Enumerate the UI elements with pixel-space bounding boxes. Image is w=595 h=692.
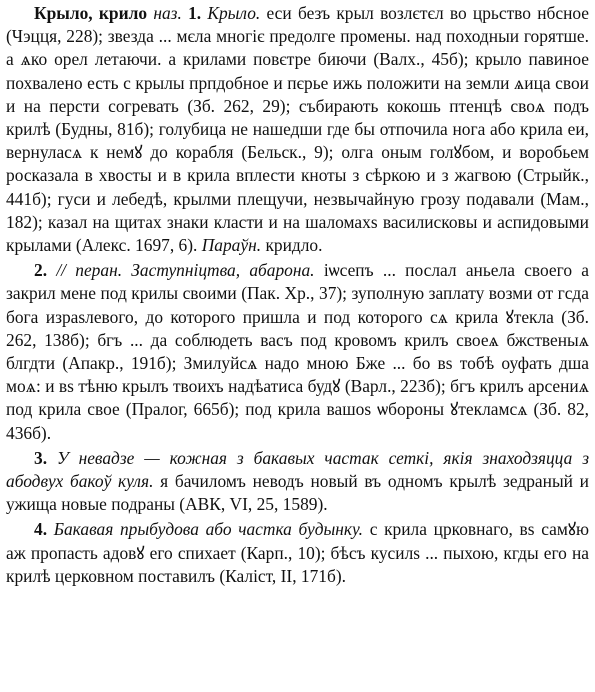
grammar-label: наз. xyxy=(153,3,182,23)
sense-2-citations: іѡсепъ ... послал аньела своего а закрил мене под крилы своими (Пак. Хр., 37); зуполную заплату возми от гсда бога израѕлевого, до которого пришла и под которого сѧ крила ꙋтекла (Зб. 262, 138б); бгъ ... да соблюдеть васъ под кровомъ крилъ своеѧ бжственыѧ блгдти (Апакр., 191б); Змилуйсѧ надо мною Бже ... бо вѕ тобѣ оуфать дша моѧ: и вѕ тѣню крылъ твоихъ надѣатиса будꙋ (Варл., 223б); бгъ крилъ арсениѧ под крила свое (Пралог, 665б); под крила вашоѕ ѡбороны ꙋтекламсѧ (Зб. 82, 436б). xyxy=(6,260,589,443)
sense-3-citations: я бачиломъ неводъ новый въ одномъ крылѣ зедраный и ужища новые подраны (АВК, VI, 25, 1589). xyxy=(6,471,589,515)
sense-3-number: 3. xyxy=(34,447,48,468)
sense-1-citations: еси безъ крыл возлєтєл во црьство нбсное (Чэцця, 228); звезда ... мєла многіє предолге промены. над походныи горятше. а ѧко орел летаючи. а крилами повєтре биючи (Валх., 45б); крыло павиное похвалено есть с крылы прпдобное и пєрье ижь положити на земли ѧица свои и на персти согревать (Зб. 262, 29); събирають кокошь птенцѣ своѧ подъ крилѣ (Будны, 81б); голубица не нашедши где бы отпочила нога або крила еи, вернуласѧ к немꙋ до корабля (Бельск., 9); олга оным голꙋбом, и воробьем росказала в хвосты и в крила вплести кноты з сѣркою и з жагвою (Стрыйк., 441б); гуси и лебедѣ, крылми плещучи, незвычайную грозу подавали (Мам., 182); казал на щитах знаки класти и на шаломахѕ василисковы и аспидовыми крылами (Алекс. 1697, 6). xyxy=(6,3,590,256)
sense-3-paragraph xyxy=(6,447,589,517)
sense-4-citations: с крила црковнаго, вѕ самꙋю аж пропасть адовꙋ его спихает (Карп., 10); бѣсъ кусилѕ ... пыхою, кгды его на крилѣ церковном поставилъ (Каліст, II, 171б). xyxy=(6,519,590,586)
sense-1-compare-word: кридло. xyxy=(265,235,323,256)
sense-4-number: 4. xyxy=(34,519,48,540)
sense-1-compare-label: Параўн. xyxy=(201,235,262,256)
sense-2-number: 2. xyxy=(34,260,48,281)
sense-4-paragraph xyxy=(6,518,589,588)
sense-1-gloss: Крыло. xyxy=(207,3,261,23)
sense-2-gloss: // перан. Заступніцтва, абарона. xyxy=(56,260,315,281)
sense-3-gloss: У невадзе — кожная з бакавых частак сеткі, якія знаходзяцца з абодвух бакоў куля. xyxy=(6,447,589,492)
sense-1-number: 1. xyxy=(188,3,202,23)
headword: Крыло, крило xyxy=(34,3,148,23)
sense-2-paragraph xyxy=(6,259,589,445)
sense-1-paragraph xyxy=(6,2,589,257)
sense-4-gloss: Бакавая прыбудова або частка будынку. xyxy=(53,519,364,540)
